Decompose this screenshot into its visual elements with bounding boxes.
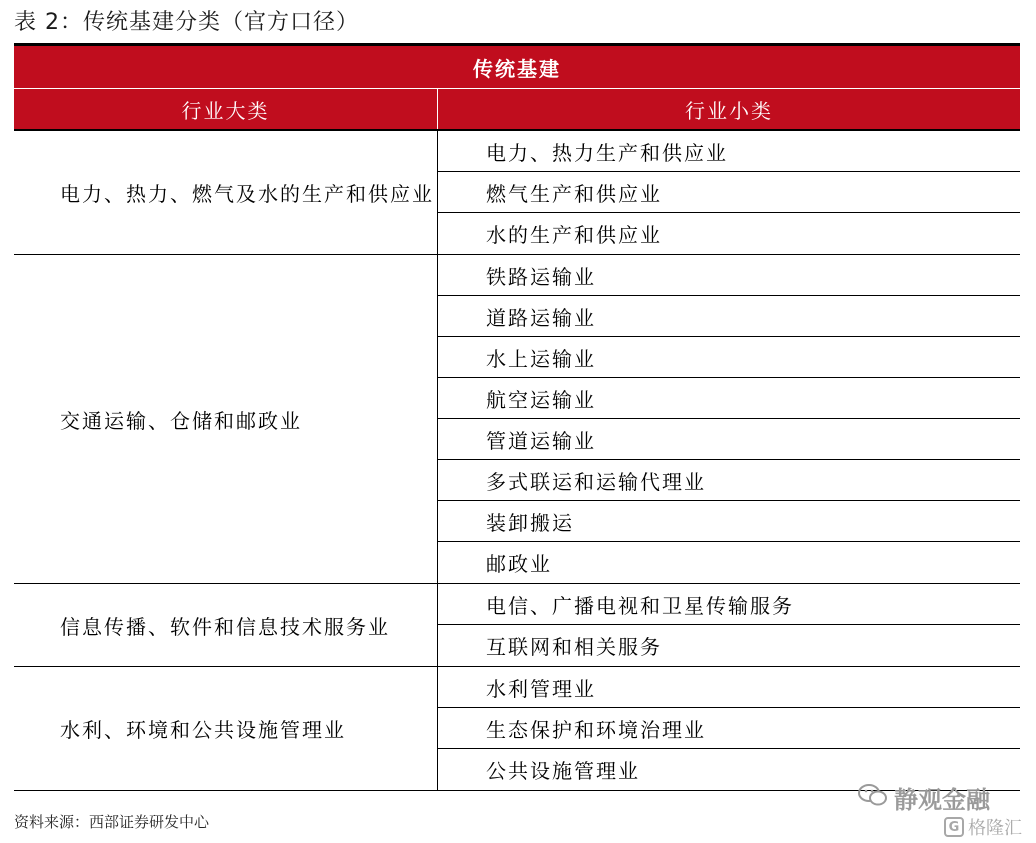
- table-group: [14, 131, 1020, 255]
- minor-category-cell: 生态保护和环境治理业: [438, 708, 1020, 749]
- table-group: [14, 667, 1020, 791]
- major-category-cell: 水利、环境和公共设施管理业: [14, 667, 438, 790]
- minor-category-cell: 燃气生产和供应业: [438, 172, 1020, 213]
- brand-watermark: [944, 814, 1022, 840]
- minor-category-list: [438, 667, 1020, 790]
- minor-category-list: [438, 131, 1020, 254]
- minor-category-cell: 互联网和相关服务: [486, 635, 662, 659]
- table-band-title: 传统基建: [14, 46, 1020, 89]
- classification-table: [14, 43, 1020, 791]
- minor-category-list: [438, 255, 1020, 583]
- minor-category-cell: 邮政业: [486, 552, 552, 576]
- minor-category-cell: 铁路运输业: [438, 255, 1020, 296]
- table-group: [14, 255, 1020, 584]
- table-group: [14, 584, 1020, 667]
- minor-category-list: [438, 584, 1020, 666]
- minor-category-cell: 多式联运和运输代理业: [438, 460, 1020, 501]
- wechat-watermark: [858, 780, 990, 815]
- brand-name: 格隆汇: [968, 818, 1022, 839]
- minor-category-cell: 航空运输业: [438, 378, 1020, 419]
- minor-category-cell: 水上运输业: [438, 337, 1020, 378]
- column-header-minor: 行业小类: [685, 98, 773, 123]
- wechat-icon: [858, 783, 888, 813]
- minor-category-cell: 公共设施管理业: [486, 759, 640, 783]
- minor-category-cell: 管道运输业: [438, 419, 1020, 460]
- wechat-account-name: 静观金融: [894, 786, 990, 814]
- column-header-major: 行业大类: [14, 89, 438, 129]
- minor-category-cell: 电力、热力生产和供应业: [438, 131, 1020, 172]
- major-category-cell: 交通运输、仓储和邮政业: [14, 255, 438, 583]
- table-header-row: [14, 89, 1020, 131]
- minor-category-cell: 电信、广播电视和卫星传输服务: [438, 584, 1020, 625]
- major-category-cell: 电力、热力、燃气及水的生产和供应业: [14, 131, 438, 254]
- minor-category-cell: 水的生产和供应业: [486, 223, 662, 247]
- table-title: 表 2：传统基建分类（官方口径）: [14, 10, 359, 35]
- minor-category-cell: 水利管理业: [438, 667, 1020, 708]
- major-category-cell: 信息传播、软件和信息技术服务业: [14, 584, 438, 666]
- minor-category-cell: 装卸搬运: [438, 501, 1020, 542]
- source-note: 资料来源：西部证券研发中心: [14, 813, 210, 831]
- minor-category-cell: 道路运输业: [438, 296, 1020, 337]
- gelonghui-logo-icon: G: [944, 817, 964, 837]
